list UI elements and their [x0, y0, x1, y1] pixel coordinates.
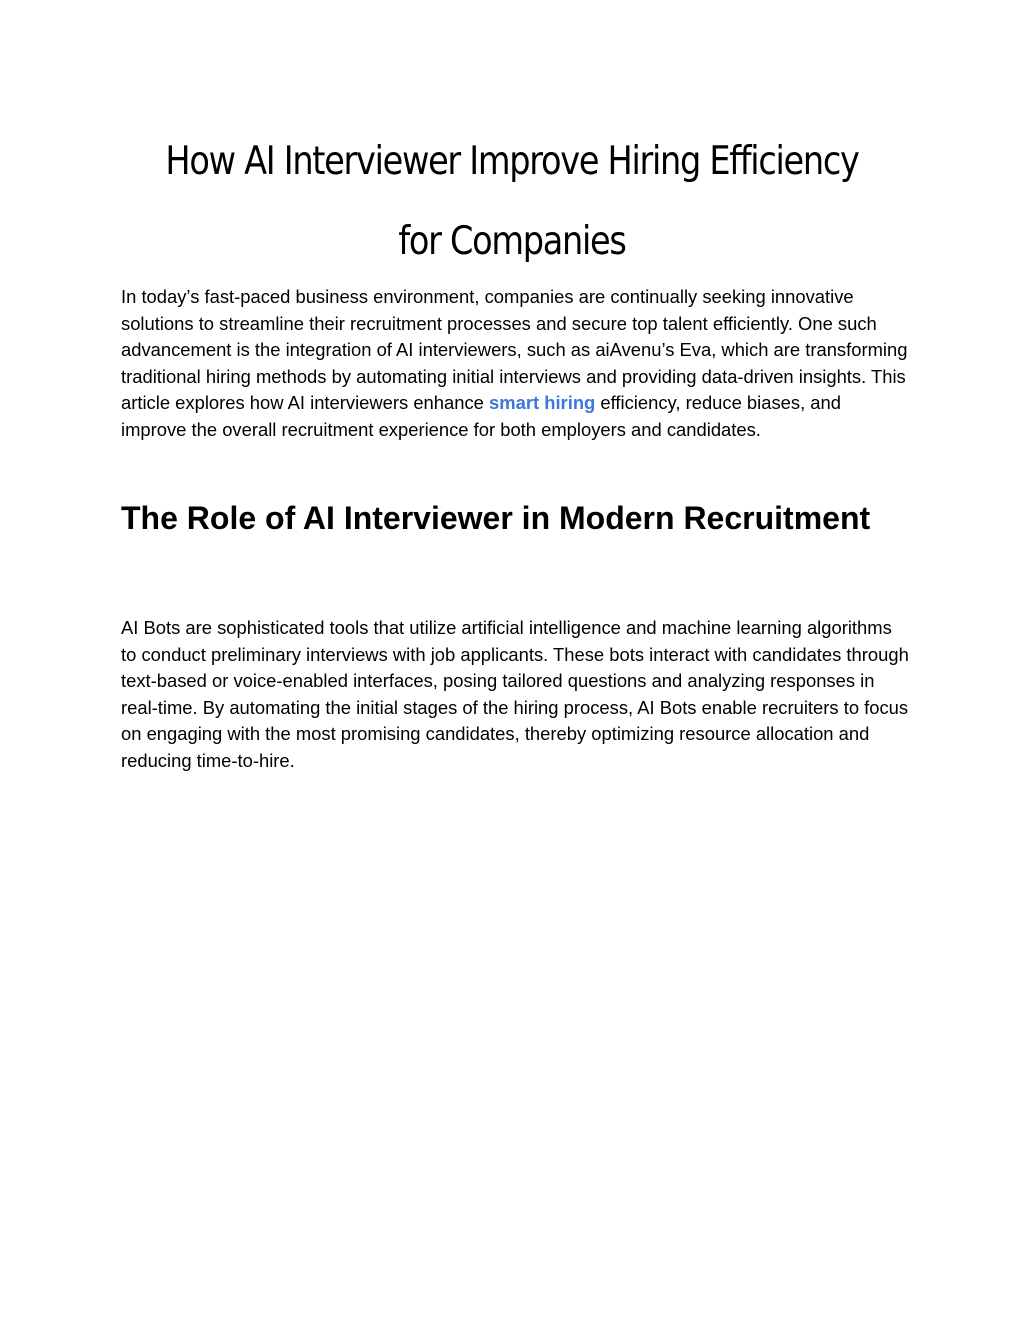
page-title-line-1: How AI Interviewer Improve Hiring Efficiency — [165, 139, 859, 184]
section-heading: The Role of AI Interviewer in Modern Recruitment — [121, 500, 871, 536]
intro-paragraph — [121, 284, 911, 443]
intro-text-before-link: In today’s fast-paced business environment, companies are continually seeking innovative solutions to streamline their recruitment processes and secure top talent efficiently. One such advancement is the integration of AI interviewers, such as aiAvenu’s Eva, which are transforming traditional hiring methods by automating initial interviews and providing data-driven insights. This article explores how AI interviewers enhance — [121, 286, 908, 413]
section-paragraph: AI Bots are sophisticated tools that utilize artificial intelligence and machine learning algorithms to conduct preliminary interviews with job applicants. These bots interact with candidates through text-based or voice-enabled interfaces, posing tailored questions and analyzing responses in real-time. By automating the initial stages of the hiring process, AI Bots enable recruiters to focus on engaging with the most promising candidates, thereby optimizing resource allocation and reducing time-to-hire. — [121, 617, 909, 771]
page-title-line-2: for Companies — [398, 219, 626, 264]
page-title — [158, 122, 867, 282]
smart-hiring-link[interactable]: smart hiring — [489, 392, 596, 413]
intro-text-after-link: efficiency, reduce biases, and improve the overall recruitment experience for both employers and candidates. — [121, 392, 841, 440]
